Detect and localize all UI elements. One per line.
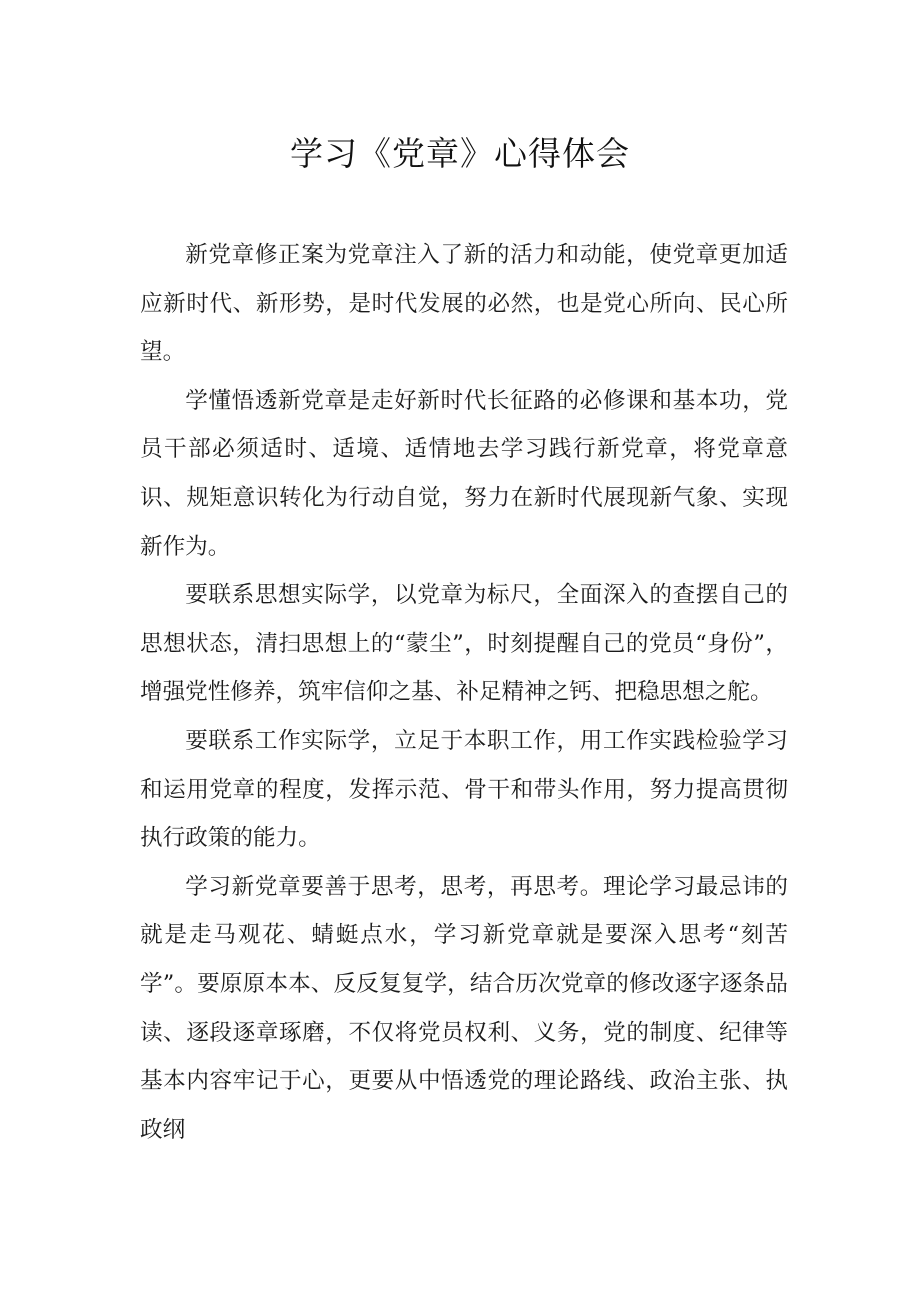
paragraph-4: 要联系工作实际学，立足于本职工作，用工作实践检验学习和运用党章的程度，发挥示范、骨干和带头作用，努力提高贯彻执行政策的能力。 [140, 727, 788, 852]
document-body [140, 231, 788, 1154]
paragraph-1: 新党章修正案为党章注入了新的活力和动能，使党章更加适应新时代、新形势，是时代发展的必然，也是党心所向、民心所望。 [140, 242, 788, 366]
document-title: 学习《党章》心得体会 [290, 134, 630, 173]
paragraph-2: 学懂悟透新党章是走好新时代长征路的必修课和基本功，党员干部必须适时、适境、适情地去学习践行新党章，将党章意识、规矩意识转化为行动自觉，努力在新时代展现新气象、实现新作为。 [140, 387, 788, 560]
paragraph-3: 要联系思想实际学，以党章为标尺，全面深入的查摆自己的思想状态，清扫思想上的“蒙尘”，时刻提醒自己的党员“身份”，增强党性修养，筑牢信仰之基、补足精神之钙、把稳思想之舵。 [140, 582, 788, 706]
paragraph-5: 学习新党章要善于思考，思考，再思考。理论学习最忌讳的就是走马观花、蜻蜓点水，学习新党章就是要深入思考“刻苦学”。要原原本本、反反复复学，结合历次党章的修改逐字逐条品读、逐段逐章琢磨，不仅将党员权利、义务，党的制度、纪律等基本内容牢记于心，更要从中悟透党的理论路线、政治主张、执政纲 [140, 873, 788, 1143]
